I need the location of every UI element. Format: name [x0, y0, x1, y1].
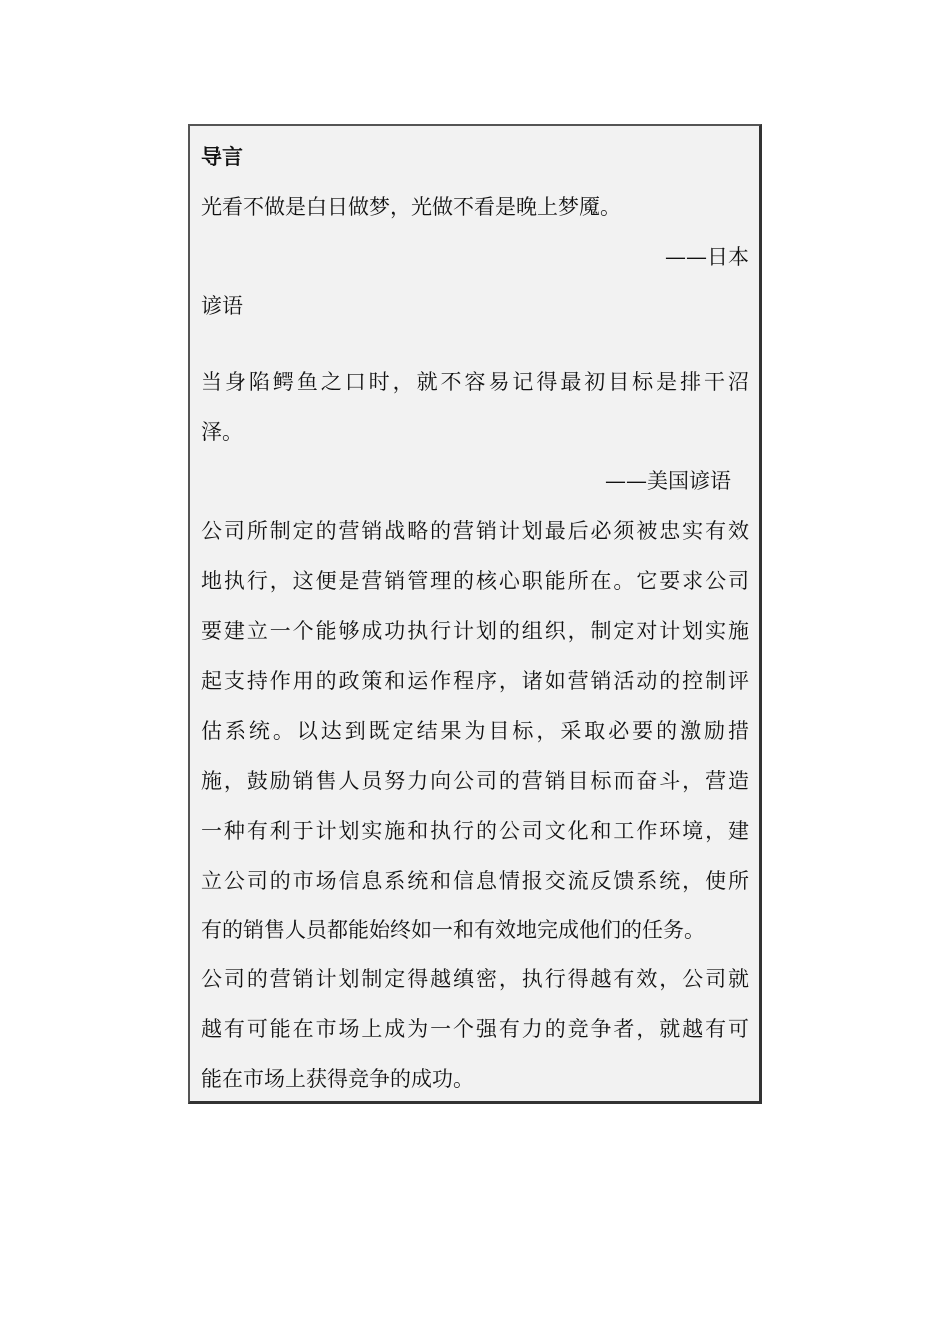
paragraph-2-line: 能在市场上获得竞争的成功。 [201, 1067, 474, 1091]
paragraph-1-line: 有的销售人员都能始终如一和有效地完成他们的任务。 [201, 918, 705, 942]
paragraph-1-line: 估系统。以达到既定结果为目标，采取必要的激励措 [201, 719, 749, 743]
paragraph-1-line: 立公司的市场信息系统和信息情报交流反馈系统，使所 [201, 869, 749, 893]
quote-2-attribution: ——美国谚语 [605, 469, 731, 493]
paragraph-2-line: 公司的营销计划制定得越缜密，执行得越有效，公司就 [201, 967, 749, 991]
paragraph-1-line: 公司所制定的营销战略的营销计划最后必须被忠实有效 [201, 519, 749, 543]
quote-2-line: 泽。 [201, 420, 243, 444]
quote-1-attribution: ——日本 [665, 245, 749, 269]
section-title: 导言 [201, 145, 243, 169]
paragraph-1-line: 要建立一个能够成功执行计划的组织，制定对计划实施 [201, 619, 749, 643]
document-box [188, 124, 762, 1104]
paragraph-2-line: 越有可能在市场上成为一个强有力的竞争者，就越有可 [201, 1017, 749, 1041]
paragraph-1-line: 起支持作用的政策和运作程序，诸如营销活动的控制评 [201, 669, 749, 693]
paragraph-1-line: 地执行，这便是营销管理的核心职能所在。它要求公司 [201, 569, 749, 593]
paragraph-1-line: 施，鼓励销售人员努力向公司的营销目标而奋斗，营造 [201, 769, 749, 793]
quote-2-line: 当身陷鳄鱼之口时，就不容易记得最初目标是排干沼 [201, 370, 749, 394]
quote-1: 光看不做是白日做梦，光做不看是晚上梦魇。 [201, 195, 621, 219]
paragraph-1-line: 一种有利于计划实施和执行的公司文化和工作环境，建 [201, 819, 749, 843]
quote-1-attribution-cont: 谚语 [201, 294, 243, 318]
